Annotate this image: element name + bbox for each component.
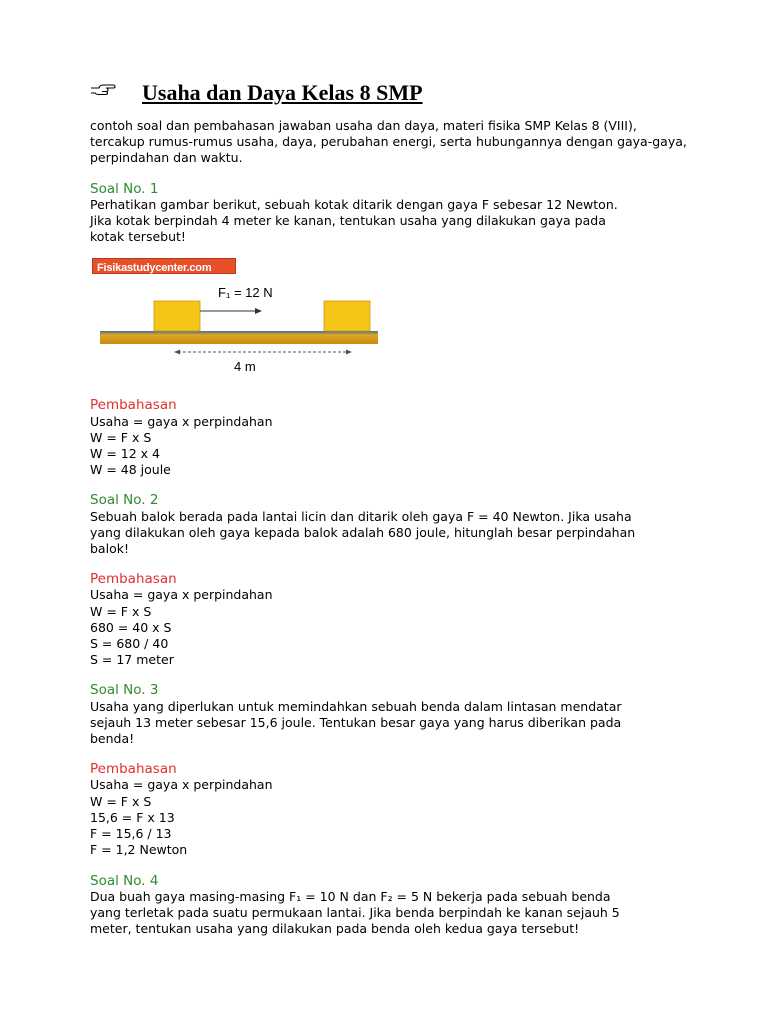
pembahasan-3-line: 15,6 = F x 13 — [90, 809, 175, 825]
pembahasan-3-line: W = F x S — [90, 793, 152, 809]
pembahasan-1-line: W = 12 x 4 — [90, 446, 160, 462]
soal-3-line: Usaha yang diperlukan untuk memindahkan sebuah benda dalam lintasan mendatar — [90, 698, 622, 714]
pembahasan-1-line: W = 48 joule — [90, 462, 171, 478]
box-end — [324, 301, 370, 331]
soal-2-line: Sebuah balok berada pada lantai licin dan ditarik oleh gaya F = 40 Newton. Jika usaha — [90, 508, 632, 524]
pembahasan-2-line: W = F x S — [90, 603, 152, 619]
soal-3-heading: Soal No. 3 — [90, 682, 159, 699]
soal-3-line: benda! — [90, 731, 135, 747]
soal-3-line: sejauh 13 meter sebesar 15,6 joule. Tentukan besar gaya yang harus diberikan pada — [90, 714, 622, 730]
soal-2-line: yang dilakukan oleh gaya kepada balok adalah 680 joule, hitunglah besar perpindahan — [90, 524, 636, 540]
pembahasan-2-line: 680 = 40 x S — [90, 619, 172, 635]
box-start — [154, 301, 200, 331]
page-title: Usaha dan Daya Kelas 8 SMP — [142, 80, 423, 105]
pembahasan-3-line: F = 15,6 / 13 — [90, 826, 172, 842]
soal-4-line: meter, tentukan usaha yang dilakukan pada benda oleh kedua gaya tersebut! — [90, 921, 580, 937]
soal-1-line: Perhatikan gambar berikut, sebuah kotak ditarik dengan gaya F sebesar 12 Newton. — [90, 196, 618, 212]
fisikastudycenter-logo: Fisikastudycenter.com — [92, 258, 236, 274]
pembahasan-2-line: S = 17 meter — [90, 652, 174, 668]
soal-4-line: yang terletak pada suatu permukaan lantai. Jika benda berpindah ke kanan sejauh 5 — [90, 904, 620, 920]
distance-arrowhead-left — [174, 350, 180, 355]
force-diagram — [90, 255, 390, 383]
soal-4-line: Dua buah gaya masing-masing F₁ = 10 N dan F₂ = 5 N bekerja pada sebuah benda — [90, 888, 611, 904]
pembahasan-2-line: Usaha = gaya x perpindahan — [90, 587, 273, 603]
soal-4-heading: Soal No. 4 — [90, 872, 159, 889]
pembahasan-1-line: W = F x S — [90, 429, 152, 445]
soal-2-line: balok! — [90, 541, 129, 557]
pembahasan-3-line: F = 1,2 Newton — [90, 842, 188, 858]
article-body — [90, 118, 690, 937]
pembahasan-2-line: S = 680 / 40 — [90, 636, 169, 652]
soal-1-line: Jika kotak berpindah 4 meter ke kanan, tentukan usaha yang dilakukan gaya pada — [90, 213, 606, 229]
pembahasan-3-heading: Pembahasan — [90, 761, 177, 778]
distance-arrowhead-right — [346, 350, 352, 355]
distance-label: 4 m — [234, 359, 256, 375]
soal-2-heading: Soal No. 2 — [90, 492, 159, 509]
pembahasan-1-line: Usaha = gaya x perpindahan — [90, 413, 273, 429]
floor — [100, 331, 378, 344]
intro-paragraph: contoh soal dan pembahasan jawaban usaha dan daya, materi fisika SMP Kelas 8 (VIII), tercakup rumus-rumus usaha, daya, perubahan energi, serta hubungannya dengan gaya-gaya, perpindahan dan waktu. — [90, 118, 687, 166]
force-arrowhead — [255, 308, 262, 314]
pointing-hand-icon — [90, 82, 116, 96]
soal-1-line: kotak tersebut! — [90, 229, 186, 245]
soal-1-heading: Soal No. 1 — [90, 180, 159, 197]
pembahasan-3-line: Usaha = gaya x perpindahan — [90, 777, 273, 793]
force-label: F₁ = 12 N — [218, 285, 273, 301]
pembahasan-1-heading: Pembahasan — [90, 397, 177, 414]
pembahasan-2-heading: Pembahasan — [90, 571, 177, 588]
